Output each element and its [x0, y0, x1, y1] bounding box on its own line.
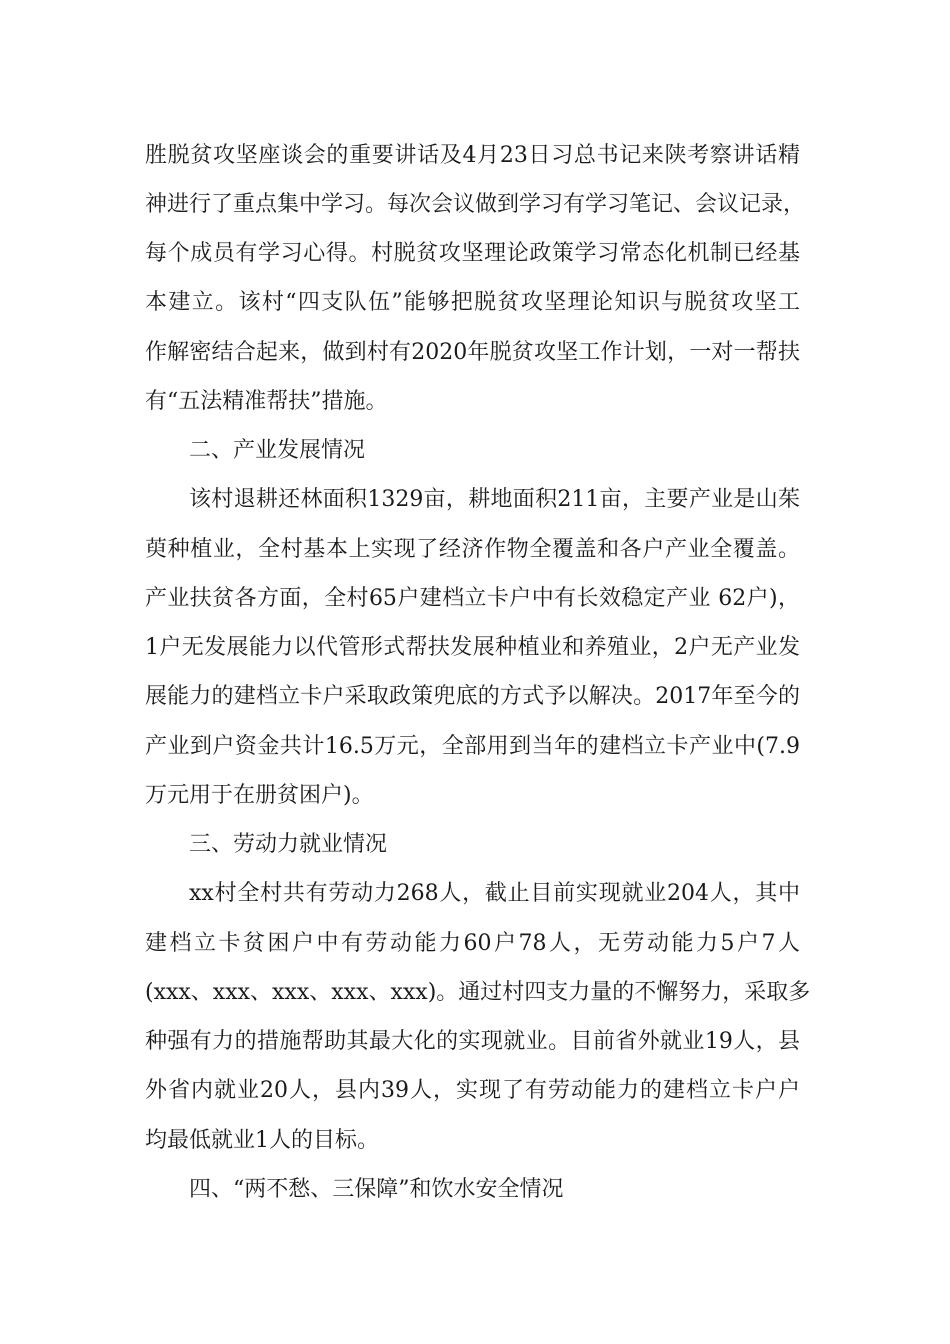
paragraph-line: 万元用于在册贫困户)。	[145, 783, 374, 808]
paragraph-line: xx村全村共有劳动力268人，截止目前实现就业204人，其中	[189, 881, 800, 906]
paragraph-line: 产业扶贫各方面，全村65户建档立卡户中有长效稳定产业 62户)，	[145, 586, 800, 611]
paragraph-line: 展能力的建档立卡户采取政策兜底的方式予以解决。2017年至今的	[145, 684, 800, 709]
paragraph-line: 均最低就业1人的目标。	[145, 1128, 379, 1153]
paragraph-line: 1户无发展能力以代管形式帮扶发展种植业和养殖业，2户无产业发	[145, 635, 800, 660]
paragraph-line: 每个成员有学习心得。村脱贫攻坚理论政策学习常态化机制已经基	[145, 241, 800, 266]
paragraph-line: 种强有力的措施帮助其最大化的实现就业。目前省外就业19人，县	[145, 1029, 800, 1054]
paragraph-line: 该村退耕还林面积1329亩，耕地面积211亩，主要产业是山茱	[189, 487, 800, 512]
section-heading: 三、劳动力就业情况	[189, 832, 388, 857]
paragraph-line: 本建立。该村“四支队伍”能够把脱贫攻坚理论知识与脱贫攻坚工	[145, 290, 800, 315]
section-heading: 四、“两不愁、三保障”和饮水安全情况	[189, 1177, 564, 1202]
paragraph-line: 神进行了重点集中学习。每次会议做到学习有学习笔记、会议记录，	[145, 192, 806, 217]
paragraph-line: 萸种植业，全村基本上实现了经济作物全覆盖和各户产业全覆盖。	[145, 537, 800, 562]
paragraph-line: 有“五法精准帮扶”措施。	[145, 389, 388, 414]
paragraph-line: 建档立卡贫困户中有劳动能力60户78人，无劳动能力5户7人	[145, 931, 800, 956]
paragraph-line: 胜脱贫攻坚座谈会的重要讲话及4月23日习总书记来陕考察讲话精	[145, 143, 800, 168]
paragraph-line: 外省内就业20人，县内39人，实现了有劳动能力的建档立卡户户	[145, 1078, 800, 1103]
paragraph-line: 作解密结合起来，做到村有2020年脱贫攻坚工作计划，一对一帮扶	[145, 340, 800, 365]
section-heading: 二、产业发展情况	[189, 438, 366, 463]
paragraph-line: (xxx、xxx、xxx、xxx、xxx)。通过村四支力量的不懈努力，采取多	[145, 980, 811, 1005]
paragraph-line: 产业到户资金共计16.5万元，全部用到当年的建档立卡产业中(7.9	[145, 734, 800, 759]
